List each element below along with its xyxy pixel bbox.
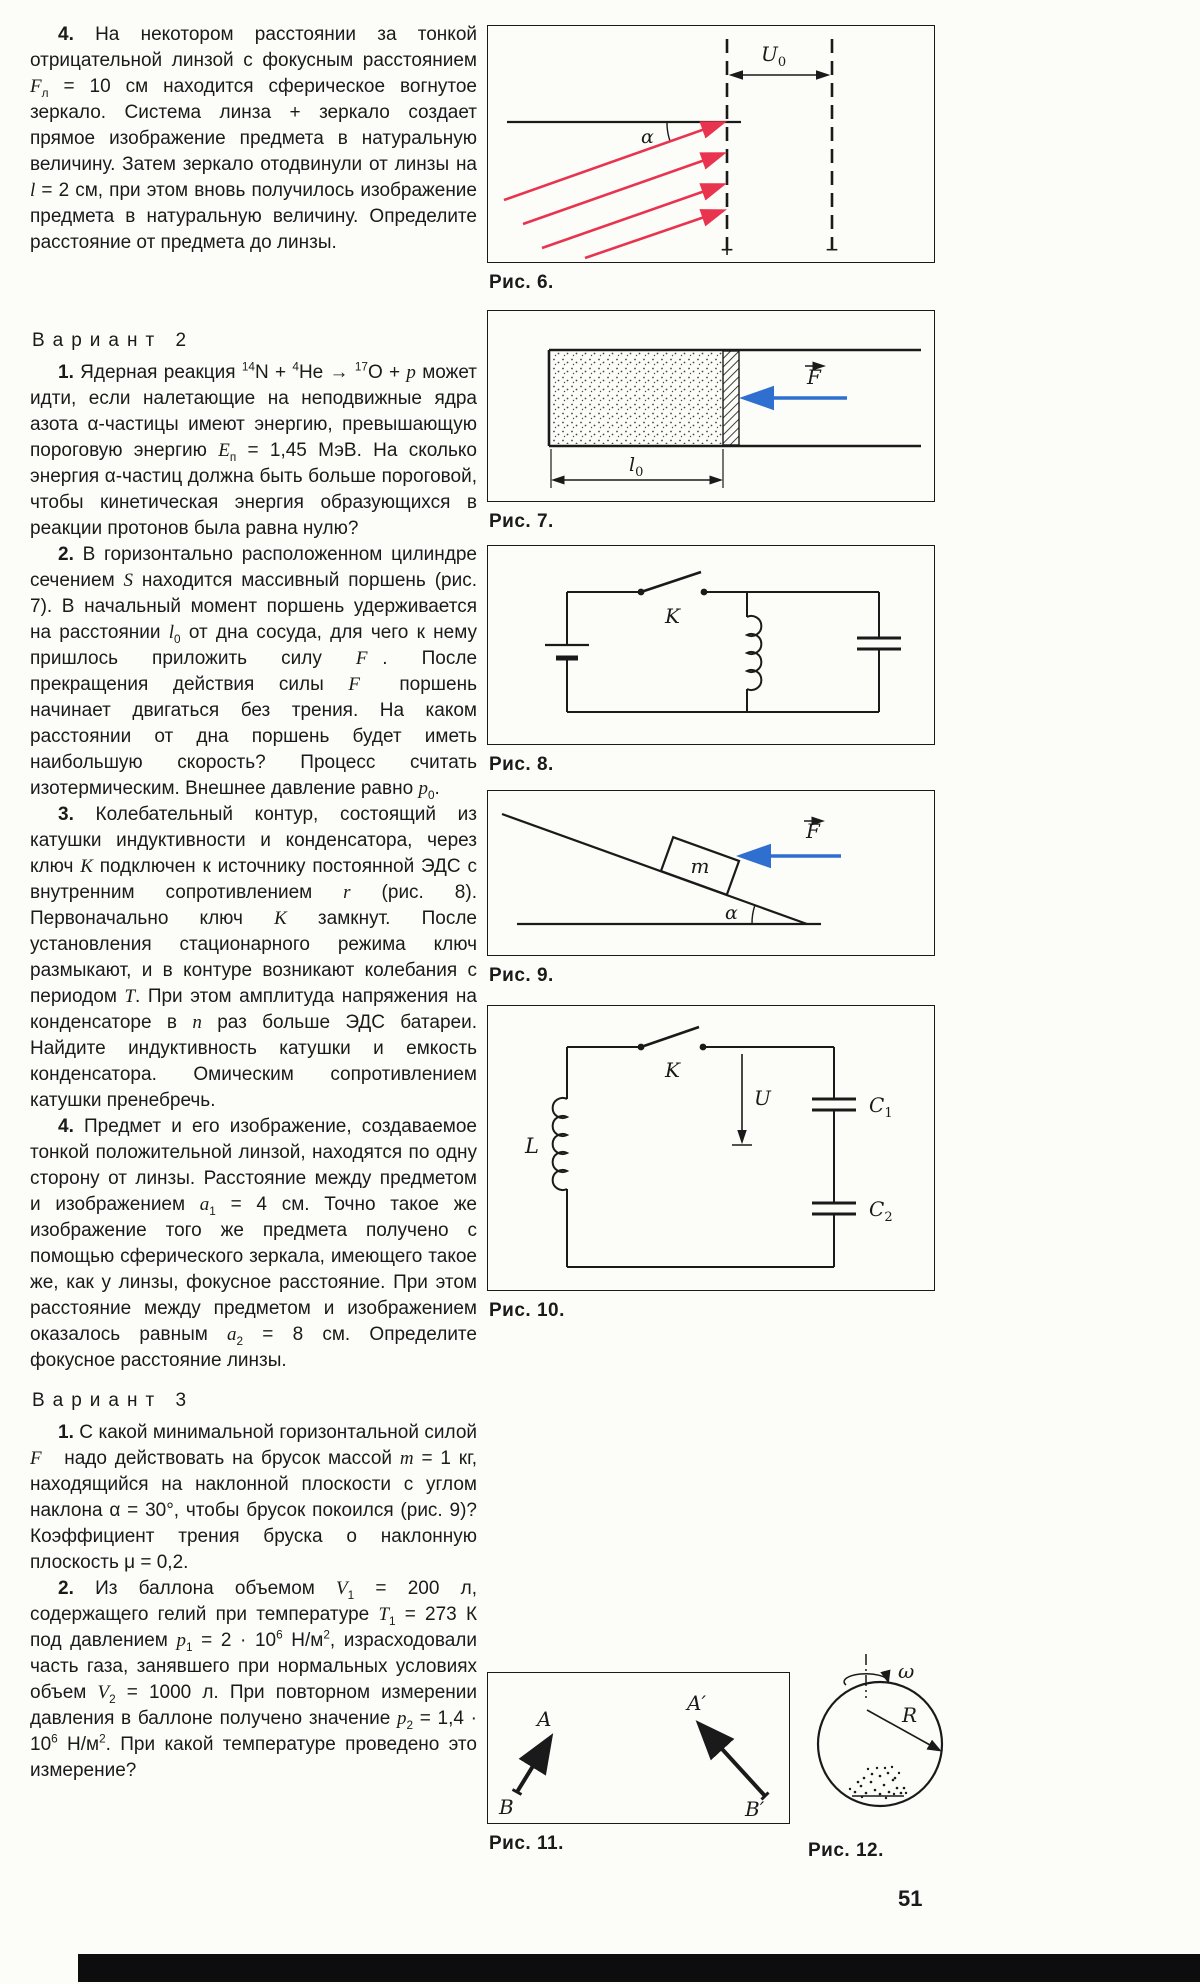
alpha-label: α xyxy=(641,126,654,148)
ray-arrow-4 xyxy=(585,211,722,258)
ray-arrow-3 xyxy=(542,185,722,248)
problem-v1-4: 4. На некотором расстоянии за тонкой отрицательной линзой с фокусным расстоянием $F_л = 10$ см находится сферическое вогнутое зеркало. Система линза + зеркало создает прямое изображение предмета в натуральную величину. Затем зеркало отодвинули от линзы на l = 2 см, при этом вновь получилось изображение предмета в натуральную величину. Определите расстояние от предмета до линзы. xyxy=(30,24,477,253)
problem-v3-2: 2. Из баллона объемом $V_1 = 200$ л, содержащего гелий при температуре $T_1 = 273$ К под давлением $p_1 = 2 \cdot 10^6$ $Н/м^2$, израсходовали часть газа, занявшего при нормальных условиях объем $V_2 = 1000$ л. При повторном измерении давления в баллоне получено значение $p_2 = 1,4 \cdot 10^6$ $Н/м^2$. При какой температуре проведено это измерение? xyxy=(30,1578,478,1781)
force-label: F xyxy=(806,819,820,843)
circuit-wires xyxy=(567,1047,834,1267)
figure-9 xyxy=(487,790,935,987)
inductor-label: L xyxy=(525,1134,539,1158)
figure-8-drawing xyxy=(489,547,932,742)
incline-surface xyxy=(502,814,807,924)
figure-9-drawing xyxy=(489,792,932,953)
figure-12 xyxy=(798,1652,970,1862)
b-label: B xyxy=(499,1795,514,1819)
sand-particles xyxy=(849,1766,907,1799)
problem-v2-2: 2. В горизонтально расположенном цилиндре сечением S находится массивный поршень (рис. 7). В начальный момент поршень удерживается на расстоянии $l_0$ от дна сосуда, для чего к нему пришлось приложить силу F⃗. После прекращения действия силы F⃗ поршень начинает двигаться без трения. На каком расстоянии от дна поршень будет иметь наибольшую скорость? Процесс считать изотермическим. Внешнее давление равно $p_0$. xyxy=(30,544,478,802)
block-on-incline xyxy=(661,837,739,895)
problem-v2-3: 3. Колебательный контур, состоящий из катушки индуктивности и конденсатора, через ключ K подключен к источнику постоянной ЭДС с внутренним сопротивлением r (рис. 8). Первоначально ключ K замкнут. После установления стационарного режима ключ размыкают, и в контуре возникают колебания с периодом T. При этом амплитуда напряжения на конденсаторе в n раз больше ЭДС батареи. Найдите индуктивность катушки и емкость конденсатора. Омическим сопротивлением катушки пренебречь. xyxy=(30,804,477,1111)
figure-12-caption: Рис. 12. xyxy=(808,1840,884,1861)
ray-arrow-1 xyxy=(504,123,722,200)
variant-3-heading: Вариант 3 xyxy=(32,1390,195,1411)
piston xyxy=(723,351,739,445)
force-label: F xyxy=(807,365,821,389)
problem-v3-1: 1. С какой минимальной горизонтальной силой F⃗ надо действовать на брусок массой m = 1 кг, находящийся на наклонной плоскости с углом наклона α = 30°, чтобы брусок покоился (рис. 9)? Коэффициент трения бруска о наклонную плоскость μ = 0,2. xyxy=(30,1422,478,1573)
a-label: A xyxy=(537,1707,552,1731)
c2-label: $C_2$ xyxy=(869,1197,893,1225)
inductor-coil xyxy=(747,616,761,690)
figure-6 xyxy=(487,25,935,294)
c1-label: $C_1$ xyxy=(869,1093,893,1121)
alpha-angle-arc xyxy=(752,905,755,924)
figure-7-drawing xyxy=(489,312,932,499)
u0-label: $U_0$ xyxy=(761,42,787,70)
sphere-outline xyxy=(818,1682,942,1806)
alpha-angle-arc xyxy=(667,122,670,141)
circuit-wires xyxy=(567,592,879,712)
radius-label: R xyxy=(902,1703,918,1727)
figure-10-frame xyxy=(487,1005,935,1291)
figure-12-drawing xyxy=(798,1652,970,1826)
minus-label: − xyxy=(825,237,839,260)
figure-9-caption: Рис. 9. xyxy=(489,965,554,986)
figure-11-caption: Рис. 11. xyxy=(489,1833,564,1854)
problem-v2-1: 1. Ядерная реакция $^{14}$N + $^4$He → $^{17}$O + p может идти, если налетающие на неподвижные ядра азота α-частицы имеют энергию, превышающую пороговую энергию $E_п = 1,45$ МэВ. На сколько энергия α-частиц должна быть больше пороговой, чтобы кинетическая энергия образующихся в реакции протонов была равна нулю? xyxy=(30,360,478,539)
ray-arrow-2 xyxy=(523,154,722,224)
problem-v2-4: 4. Предмет и его изображение, создаваемое тонкой положительной линзой, находятся по одну сторону от линзы. Расстояние между предметом и изображением $a_1 = 4$ см. Точно такое же изображение того же предмета получено с помощью сферического зеркала, имеющего такое же, как у линзы, фокусное расстояние. При этом расстояние между предметом и изображением оказалось равным $a_2 = 8$ см. Определите фокусное расстояние линзы. xyxy=(30,1116,477,1371)
switch-label: K xyxy=(665,604,680,628)
page-number: 51 xyxy=(898,1886,923,1911)
figure-8-caption: Рис. 8. xyxy=(489,754,554,775)
figure-7-frame xyxy=(487,310,935,502)
mass-label: m xyxy=(690,854,710,878)
switch-lever xyxy=(641,1027,699,1047)
figure-11-frame xyxy=(487,1672,790,1824)
switch-contact-right xyxy=(701,589,708,596)
text-column xyxy=(30,22,477,1784)
figure-10 xyxy=(487,1005,935,1322)
a-prime-label: A′ xyxy=(687,1691,706,1715)
b-prime-label: B′ xyxy=(745,1797,765,1821)
figure-11 xyxy=(487,1672,790,1855)
footer-bar xyxy=(78,1954,1200,1982)
figure-11-drawing xyxy=(489,1674,787,1821)
figure-6-frame xyxy=(487,25,935,263)
gas-region xyxy=(551,352,723,444)
switch-contact-left xyxy=(638,589,645,596)
switch-contact-right xyxy=(700,1044,707,1051)
figure-10-caption: Рис. 10. xyxy=(489,1300,565,1321)
figure-10-drawing xyxy=(489,1007,932,1288)
switch-label: K xyxy=(665,1058,680,1082)
red-ray-arrows xyxy=(504,123,722,258)
switch-lever xyxy=(641,572,701,592)
alpha-label: α xyxy=(725,902,738,924)
figure-6-caption: Рис. 6. xyxy=(489,272,554,293)
switch-contact-left xyxy=(638,1044,645,1051)
figure-7 xyxy=(487,310,935,533)
vector-a xyxy=(517,1740,549,1792)
plus-label: + xyxy=(720,237,734,260)
inductor-coil xyxy=(553,1098,567,1190)
figure-8-frame xyxy=(487,545,935,745)
figure-9-frame xyxy=(487,790,935,956)
voltage-label: U xyxy=(754,1086,771,1110)
figure-8 xyxy=(487,545,935,776)
vector-a-prime xyxy=(701,1726,765,1796)
omega-label: ω xyxy=(898,1659,915,1683)
l0-label: $l_0$ xyxy=(629,454,644,480)
figure-6-drawing xyxy=(489,27,932,260)
variant-2-heading: Вариант 2 xyxy=(32,330,195,351)
figure-7-caption: Рис. 7. xyxy=(489,511,554,532)
